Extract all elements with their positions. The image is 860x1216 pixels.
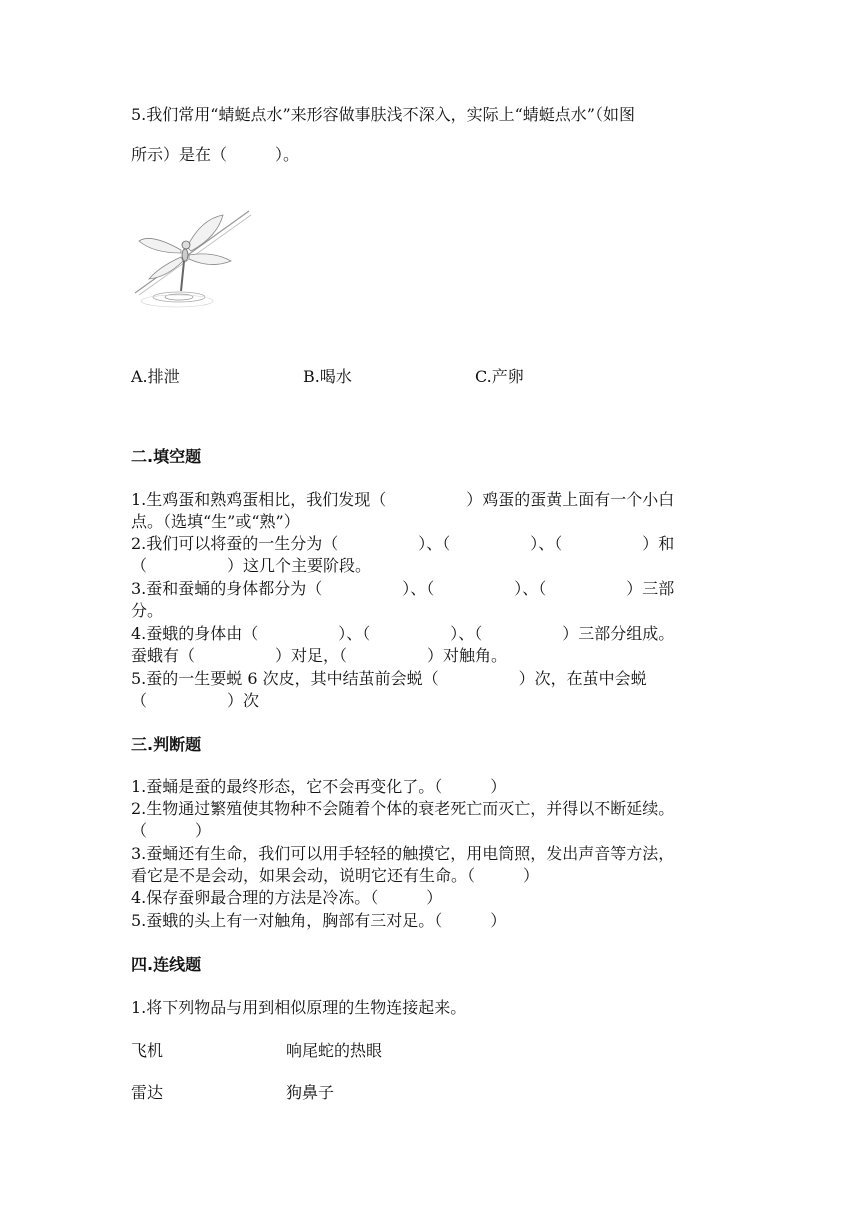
matching-right-item: 狗鼻子: [286, 1083, 335, 1102]
fill-line: （ ）这几个主要阶段。: [131, 556, 372, 575]
matching-instruction: 1.将下列物品与用到相似原理的生物连接起来。: [131, 998, 467, 1017]
section-heading-true-false: 三.判断题: [131, 735, 202, 754]
judge-line: 1.蚕蛹是蚕的最终形态，它不会再变化了。（ ）: [131, 777, 507, 796]
judge-line: （ ）: [131, 821, 212, 840]
matching-right-item: 响尾蛇的热眼: [286, 1041, 383, 1060]
fill-line: 点。（选填“生”或“熟”）: [131, 512, 300, 531]
fill-line: 4.蚕蛾的身体由（ ）、（ ）、（ ）三部分组成。: [131, 624, 675, 643]
judge-line: 2.生物通过繁殖使其物种不会随着个体的衰老死亡而灭亡，并得以不断延续。: [131, 799, 675, 818]
section-heading-matching: 四.连线题: [131, 955, 202, 974]
matching-left-item: 雷达: [131, 1083, 164, 1102]
matching-left-item: 飞机: [131, 1041, 164, 1060]
q5-option-a: A.排泄: [131, 367, 180, 386]
fill-line: 3.蚕和蚕蛹的身体都分为（ ）、（ ）、（ ）三部: [131, 579, 675, 598]
fill-line: （ ）次: [131, 691, 260, 710]
q5-option-b: B.喝水: [303, 367, 352, 386]
judge-line: 3.蚕蛹还有生命，我们可以用手轻轻的触摸它，用电筒照，发出声音等方法，: [131, 844, 675, 863]
q5-stem-line-2: 所示）是在（ ）。: [131, 145, 300, 164]
section-heading-fill-in: 二.填空题: [131, 447, 202, 466]
fill-line: 2.我们可以将蚕的一生分为（ ）、（ ）、（ ）和: [131, 534, 675, 553]
dragonfly-touching-water-illustration: [131, 205, 253, 310]
fill-line: 5.蚕的一生要蜕 6 次皮，其中结茧前会蜕（ ）次，在茧中会蜕: [131, 669, 647, 688]
judge-line: 4.保存蚕卵最合理的方法是冷冻。（ ）: [131, 888, 443, 907]
q5-stem-line-1: 5.我们常用“蜻蜓点水”来形容做事肤浅不深入，实际上“蜻蜓点水”（如图: [131, 105, 635, 124]
judge-line: 5.蚕蛾的头上有一对触角，胸部有三对足。（ ）: [131, 911, 507, 930]
fill-line: 蚕蛾有（ ）对足，（ ）对触角。: [131, 646, 508, 665]
fill-line: 1.生鸡蛋和熟鸡蛋相比，我们发现（ ）鸡蛋的蛋黄上面有一个小白: [131, 490, 675, 509]
q5-option-c: C.产卵: [475, 367, 524, 386]
fill-line: 分。: [131, 601, 164, 620]
judge-line: 看它是不是会动，如果会动，说明它还有生命。（ ）: [131, 866, 540, 885]
